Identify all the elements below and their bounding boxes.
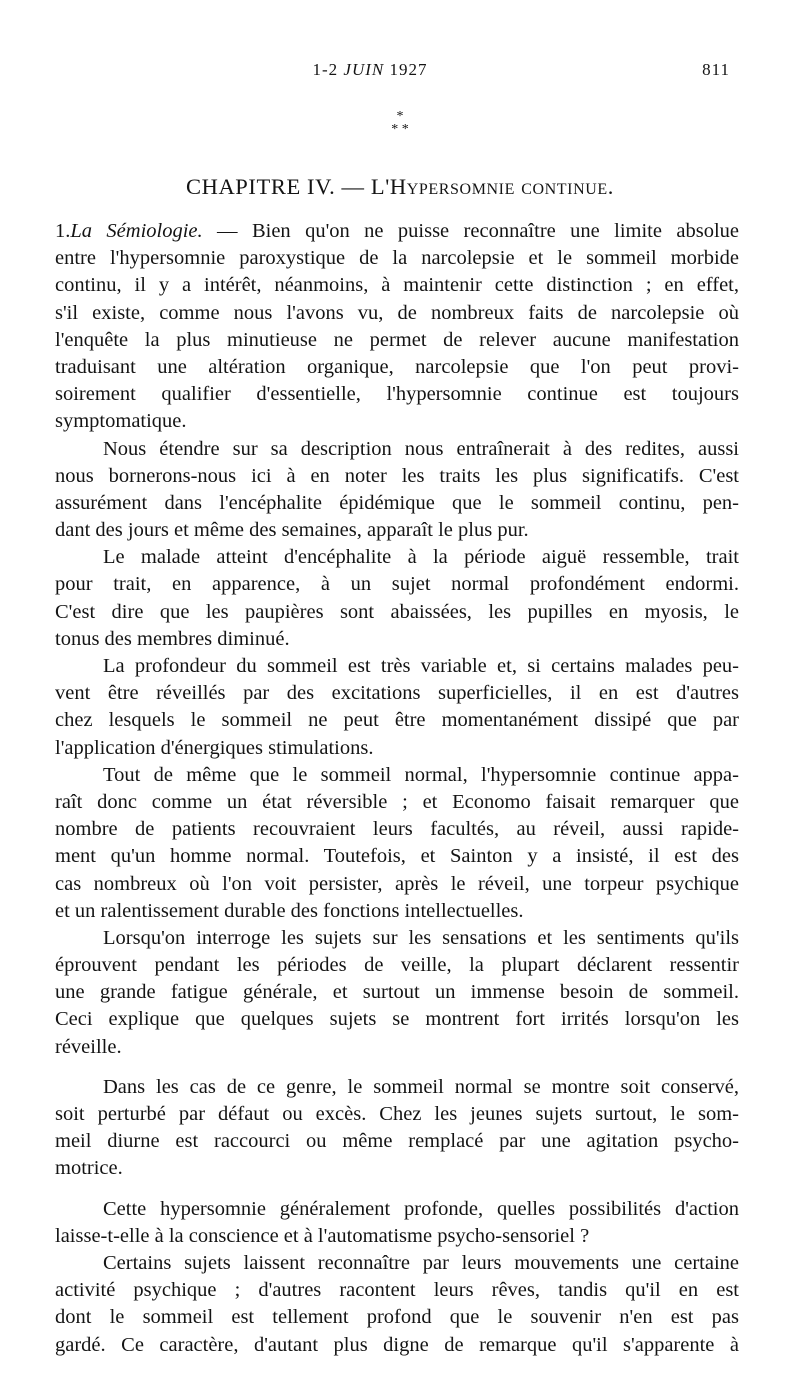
header-date-year: 1927 xyxy=(389,60,428,79)
asterism-top: * xyxy=(396,109,404,124)
text-line: Cette hypersomnie généralement profonde, quelles possibilités d'action xyxy=(103,1197,739,1220)
text-line: soit perturbé par défaut ou excès. Chez les jeunes sujets surtout, le som- xyxy=(55,1103,739,1125)
text-line: cas nombreux où l'on voit persister, après le réveil, une torpeur psychique xyxy=(55,872,739,895)
text-line: nombre de patients recouvraient leurs facultés, au réveil, aussi rapide- xyxy=(55,818,739,841)
chapter-title: L'Hypersomnie continue. xyxy=(370,174,614,199)
text-line: activité psychique ; d'autres racontent leurs rêves, tandis qu'il en est xyxy=(55,1279,739,1302)
paragraph xyxy=(55,1074,739,1183)
text-line: raît donc comme un état réversible ; et Economo faisait remarquer que xyxy=(55,790,739,813)
text-line: C'est dire que les paupières sont abaissées, les pupilles en myosis, le xyxy=(55,600,739,623)
paragraph xyxy=(55,218,739,436)
header-date xyxy=(150,60,590,80)
text-line: l'application d'énergiques stimulations. xyxy=(55,736,374,759)
text-line: motrice. xyxy=(55,1157,123,1180)
header-date-month: JUIN xyxy=(343,60,385,79)
text-line: éprouvent pendant les périodes de veille, la plupart déclarent ressentir xyxy=(55,954,739,977)
text-line: traduisant une altération organique, narcolepsie que l'on peut provi- xyxy=(55,355,739,378)
paragraph xyxy=(55,653,739,762)
text-line: Certains sujets laissent reconnaître par leurs mouvements une certaine xyxy=(103,1251,739,1274)
text-line: dont le sommeil est tellement profond que le souvenir n'en est pas xyxy=(55,1306,739,1329)
text-line: tonus des membres diminué. xyxy=(55,627,290,650)
text-line: La profondeur du sommeil est très variable et, si certains malades peu- xyxy=(103,655,739,677)
paragraph xyxy=(55,436,739,545)
running-header xyxy=(150,60,730,84)
paragraph xyxy=(55,544,739,653)
text-line: gardé. Ce caractère, d'autant plus digne de remarque qu'il s'apparente à xyxy=(55,1333,739,1356)
text-line: réveille. xyxy=(55,1035,122,1058)
paragraph xyxy=(55,762,739,925)
chapter-dash: — xyxy=(341,174,365,199)
text-line: et un ralentissement durable des fonctions intellectuelles. xyxy=(55,899,524,922)
header-date-day: 1-2 xyxy=(312,60,339,79)
text-line: Nous étendre sur sa description nous entraînerait à des redites, aussi xyxy=(103,437,739,460)
text-line: vent être réveillés par des excitations superficielles, il en est d'autres xyxy=(55,682,739,705)
paragraph xyxy=(55,1196,739,1250)
text-line: Dans les cas de ce genre, le sommeil normal se montre soit conservé, xyxy=(103,1075,739,1098)
paragraph xyxy=(55,925,739,1061)
text-line: symptomatique. xyxy=(55,410,187,433)
text-line: Le malade atteint d'encéphalite à la période aiguë ressemble, trait xyxy=(103,546,739,569)
text-line: pour trait, en apparence, à un sujet normal profondément endormi. xyxy=(55,573,739,596)
text-line: l'enquête la plus minutieuse ne permet de relever aucune manifestation xyxy=(55,328,739,351)
chapter-heading xyxy=(0,174,800,200)
text-line: entre l'hypersomnie paroxystique de la narcolepsie et le sommeil morbide xyxy=(55,247,739,270)
text-line: ment qu'un homme normal. Toutefois, et Sainton y a insisté, il est des xyxy=(55,845,739,868)
asterism-bottom: * * xyxy=(391,122,409,137)
asterism-ornament xyxy=(0,110,800,136)
text-line: 1.La Sémiologie. — Bien qu'on ne puisse reconnaître une limite absolue xyxy=(55,220,739,242)
text-line: Ceci explique que quelques sujets se montrent fort irrités lorsqu'on les xyxy=(55,1008,739,1031)
text-line: soirement qualifier d'essentielle, l'hypersomnie continue est toujours xyxy=(55,383,739,406)
text-line: dant des jours et même des semaines, apparaît le plus pur. xyxy=(55,519,529,542)
section-number: 1. xyxy=(55,220,71,242)
text-line: chez lesquels le sommeil ne peut être momentanément dissipé que par xyxy=(55,709,739,732)
text-line: continu, il y a intérêt, néanmoins, à maintenir cette distinction ; en effet, xyxy=(55,274,739,297)
text-line: s'il existe, comme nous l'avons vu, de nombreux faits de narcolepsie où xyxy=(55,301,739,324)
text-line: meil diurne est raccourci ou même remplacé par une agitation psycho- xyxy=(55,1130,739,1153)
text-line: une grande fatigue générale, et surtout un immense besoin de sommeil. xyxy=(55,981,739,1004)
text-line: laisse-t-elle à la conscience et à l'automatisme psycho-sensoriel ? xyxy=(55,1224,590,1247)
paragraph xyxy=(55,1250,739,1359)
section-title: La Sémiologie. xyxy=(70,220,203,242)
text-line: Lorsqu'on interroge les sujets sur les sensations et les sentiments qu'ils xyxy=(103,926,739,949)
page-number: 811 xyxy=(702,60,730,79)
chapter-label: CHAPITRE IV. xyxy=(186,174,336,199)
body-text xyxy=(55,218,739,1359)
text-line: assurément dans l'encéphalite épidémique que le sommeil continu, pen- xyxy=(55,491,739,514)
text-line: Tout de même que le sommeil normal, l'hypersomnie continue appa- xyxy=(103,763,739,786)
text-line: nous bornerons-nous ici à en noter les traits les plus significatifs. C'est xyxy=(55,464,739,487)
